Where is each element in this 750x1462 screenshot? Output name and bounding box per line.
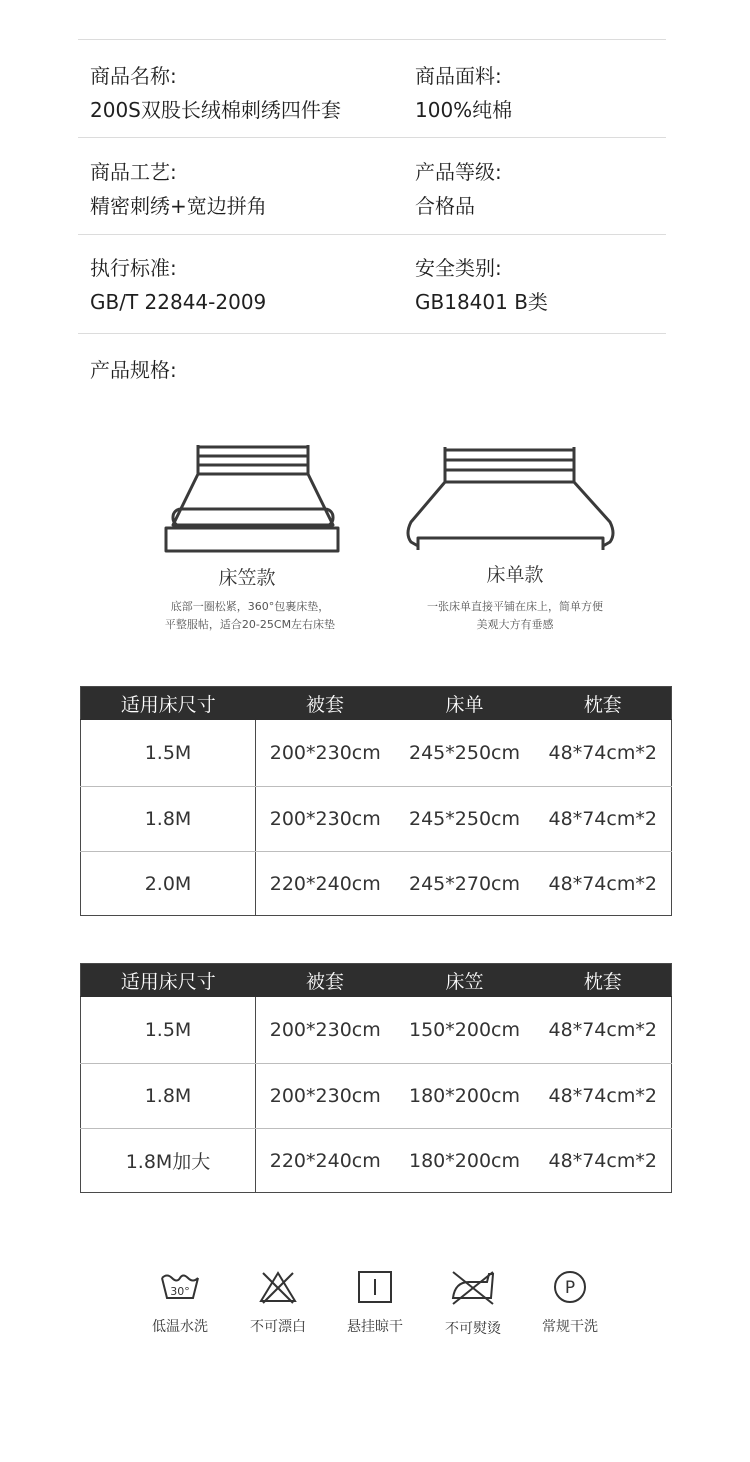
cell-duvet: 220*240cm — [269, 872, 381, 895]
cell-bed-size: 1.8M — [81, 1064, 256, 1129]
flat-sheet-bed-icon — [398, 442, 623, 557]
care-label: 低温水洗 — [152, 1319, 208, 1335]
cell-duvet: 200*230cm — [256, 787, 395, 852]
header-fitted-sheet: 床笠 — [395, 964, 535, 997]
wash-temp-text: 30° — [170, 1285, 190, 1298]
divider — [78, 333, 666, 334]
info-safety-value: GB18401 B类 — [415, 290, 548, 314]
info-grade-label: 产品等级: — [415, 160, 502, 184]
cell-duvet: 200*230cm — [256, 997, 395, 1064]
bed-flat-desc-line1: 一张床单直接平铺在床上，简单方便 — [427, 600, 603, 613]
cell-sheet: 245*270cm — [409, 872, 520, 895]
care-item-low-temp-wash — [140, 1270, 220, 1336]
table-header-row — [81, 687, 672, 720]
cell-pillowcase: 48*74cm*2 — [535, 787, 672, 852]
cell-pillowcase: 48*74cm*2 — [548, 1149, 657, 1172]
cell-fitted-sheet: 180*200cm — [409, 1149, 520, 1172]
care-item-no-iron — [433, 1270, 513, 1338]
header-pillowcase: 枕套 — [535, 964, 672, 997]
hang-dry-icon — [354, 1270, 396, 1304]
size-table-flat-sheet — [80, 686, 672, 916]
spec-label: 产品规格: — [90, 358, 177, 382]
info-fabric-value: 100%纯棉 — [415, 98, 513, 122]
info-craft-label: 商品工艺: — [90, 160, 177, 184]
table-row — [81, 1064, 672, 1129]
care-item-dry-clean — [530, 1270, 610, 1336]
table-header-row — [81, 964, 672, 997]
care-item-hang-dry — [335, 1270, 415, 1336]
info-craft-value: 精密刺绣+宽边拼角 — [90, 194, 267, 218]
cell-pillowcase: 48*74cm*2 — [535, 1064, 672, 1129]
info-standard-label: 执行标准: — [90, 256, 177, 280]
cell-pillowcase: 48*74cm*2 — [548, 872, 657, 895]
bed-fitted-desc-line1: 底部一圈松紧，360°包裹床垫， — [170, 600, 330, 613]
dry-clean-letter: P — [564, 1278, 576, 1298]
bed-flat-desc-line2: 美观大方有垂感 — [476, 618, 554, 631]
table-row — [81, 997, 672, 1064]
size-table-fitted-sheet — [80, 963, 672, 1193]
care-label: 常规干洗 — [542, 1319, 598, 1335]
cell-bed-size: 1.5M — [81, 997, 256, 1064]
header-bed-size: 适用床尺寸 — [81, 964, 256, 997]
cell-duvet: 200*230cm — [256, 720, 395, 787]
cell-fitted-sheet: 150*200cm — [395, 997, 535, 1064]
table-row — [81, 1129, 672, 1193]
cell-bed-size: 1.8M — [81, 787, 256, 852]
table-row — [81, 852, 672, 916]
care-label: 不可漂白 — [250, 1319, 306, 1335]
divider — [78, 137, 666, 138]
bed-fitted-desc-line2: 平整服帖，适合20-25CM左右床垫 — [164, 618, 336, 631]
info-standard-value: GB/T 22844-2009 — [90, 290, 267, 314]
info-name-label: 商品名称: — [90, 64, 177, 88]
divider — [78, 39, 666, 40]
header-pillowcase: 枕套 — [535, 687, 672, 720]
care-label: 悬挂晾干 — [347, 1319, 403, 1335]
header-sheet: 床单 — [395, 687, 535, 720]
cell-pillowcase: 48*74cm*2 — [535, 997, 672, 1064]
divider — [78, 234, 666, 235]
no-bleach-icon — [257, 1270, 299, 1304]
cell-pillowcase: 48*74cm*2 — [535, 720, 672, 787]
bed-flat-title: 床单款 — [486, 564, 544, 586]
table-row — [81, 720, 672, 787]
info-fabric-label: 商品面料: — [415, 64, 502, 88]
info-safety-label: 安全类别: — [415, 256, 502, 280]
cell-duvet: 200*230cm — [256, 1064, 395, 1129]
cell-fitted-sheet: 180*200cm — [395, 1064, 535, 1129]
cell-bed-size: 1.8M加大 — [81, 1129, 256, 1193]
info-grade-value: 合格品 — [415, 194, 475, 218]
wash-30-icon — [159, 1270, 201, 1304]
cell-bed-size: 2.0M — [81, 852, 256, 916]
cell-duvet: 220*240cm — [269, 1149, 381, 1172]
header-duvet: 被套 — [256, 687, 395, 720]
care-label: 不可熨烫 — [445, 1321, 501, 1337]
table-row — [81, 787, 672, 852]
dry-clean-icon — [549, 1270, 591, 1304]
no-iron-icon — [449, 1270, 497, 1306]
fitted-sheet-bed-icon — [158, 440, 348, 555]
care-item-no-bleach — [238, 1270, 318, 1336]
info-name-value: 200S双股长绒棉刺绣四件套 — [90, 98, 341, 122]
bed-fitted-title: 床笠款 — [218, 567, 276, 589]
cell-bed-size: 1.5M — [81, 720, 256, 787]
header-duvet: 被套 — [256, 964, 395, 997]
cell-sheet: 245*250cm — [395, 787, 535, 852]
header-bed-size: 适用床尺寸 — [81, 687, 256, 720]
cell-sheet: 245*250cm — [395, 720, 535, 787]
